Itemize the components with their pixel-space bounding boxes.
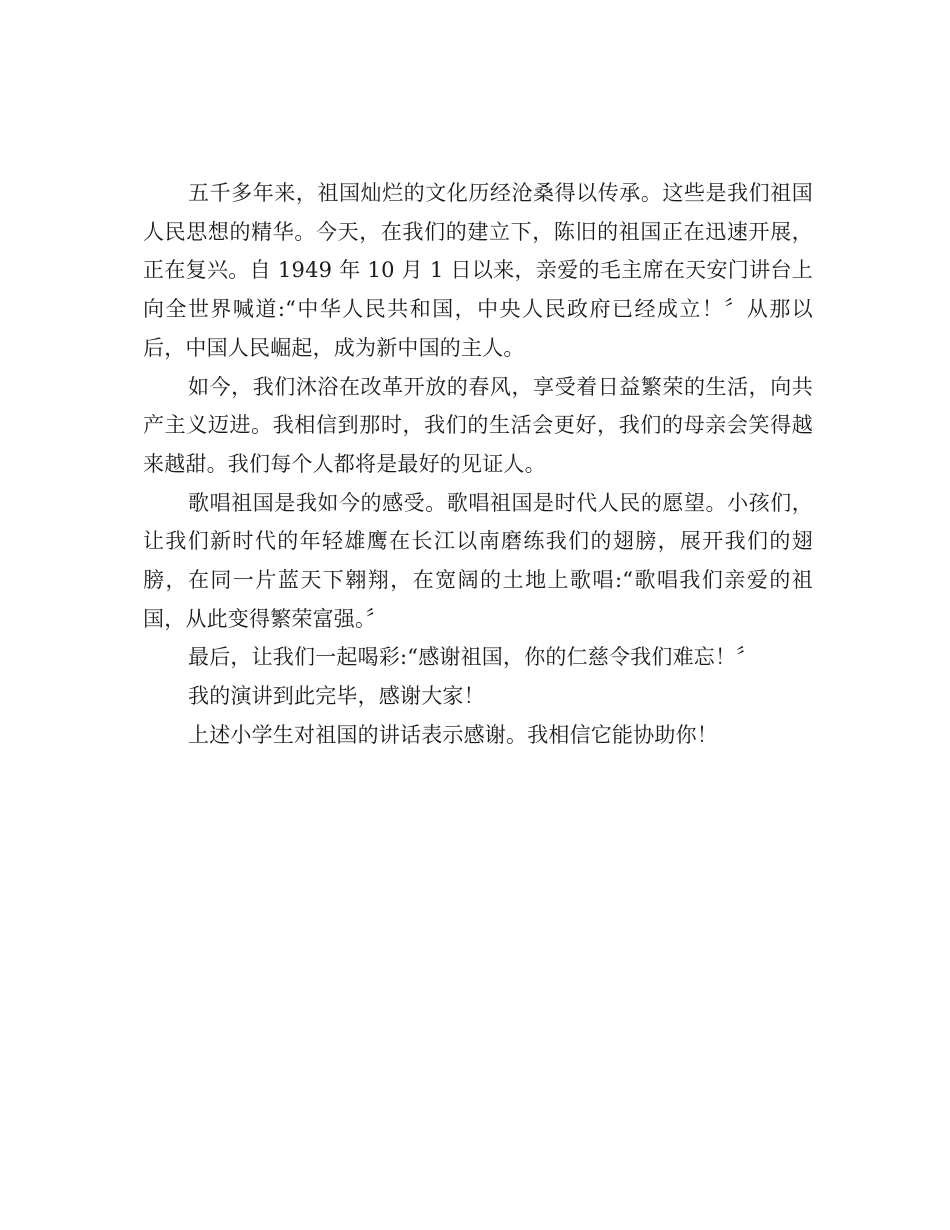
paragraph-present: 如今，我们沐浴在改革开放的春风，享受着日益繁荣的生活，向共产主义迈进。我相信到那时，我们的生活会更好，我们的母亲会笑得越来越甜。我们每个人都将是最好的见证人。 — [143, 374, 813, 476]
paragraph-note: 上述小学生对祖国的讲话表示感谢。我相信它能协助你！ — [188, 722, 718, 747]
document-body — [143, 174, 813, 755]
paragraph-history: 五千多年来，祖国灿烂的文化历经沧桑得以传承。这些是我们祖国人民思想的精华。今天，在我们的建立下，陈旧的祖国正在迅速开展，正在复兴。自 1949 年 10 月 1 日以来，亲爱的毛主席在天安门讲台上向全世界喊道:“中华人民共和国，中央人民政府已经成立！〞从那以后，中国人民崛起，成为新中国的主人。 — [143, 181, 813, 360]
paragraph-closing: 我的演讲到此完毕，感谢大家！ — [188, 684, 485, 709]
paragraph-sing: 歌唱祖国是我如今的感受。歌唱祖国是时代人民的愿望。小孩们，让我们新时代的年轻雄鹰在长江以南磨练我们的翅膀，展开我们的翅膀，在同一片蓝天下翱翔，在宽阔的土地上歌唱:“歌唱我们亲爱的祖国，从此变得繁荣富强。〞 — [143, 490, 813, 631]
paragraph-cheer: 最后，让我们一起喝彩:“感谢祖国，你的仁慈令我们难忘！〞 — [188, 645, 758, 670]
